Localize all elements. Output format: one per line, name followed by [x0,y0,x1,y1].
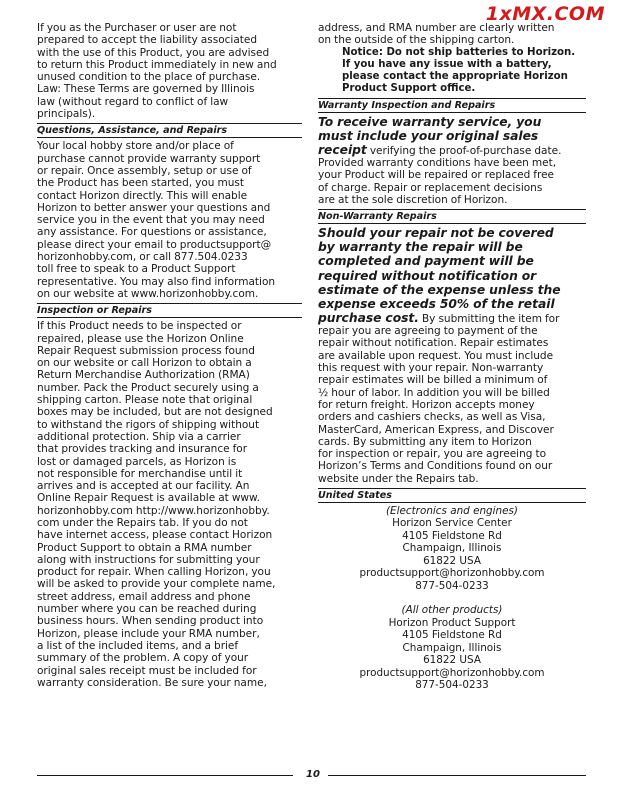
text-line: website under the Repairs tab. [318,472,479,485]
text-line: representative. You may also find information [37,275,276,288]
text-line: Online Repair Request is available at www. [37,492,260,505]
nonwarranty-paragraph [318,226,586,485]
text-line: on the outside of the shipping carton. [318,34,515,47]
text-line: original sales receipt must be included for [37,664,257,677]
text-line: horizonhobby.com http://www.horizonhobby. [37,504,270,517]
text-line: are available upon request. You must include [318,349,554,362]
text-line: Repair Request submission process found [37,344,255,357]
notice-line: please contact the appropriate Horizon [342,70,568,82]
text-line: horizonhobby.com, or call 877.504.0233 [37,251,248,264]
section-heading-united-states: United States [318,488,586,503]
address-phone: 877-504-0233 [415,579,489,592]
text-line: summary of the problem. A copy of your [37,652,249,665]
intro-paragraph [37,22,302,120]
notice-line: Notice: Do not ship batteries to Horizon. [342,46,576,58]
section-heading-questions: Questions, Assistance, and Repairs [37,123,302,138]
text-line [318,311,586,325]
address-line: 4105 Fieldstone Rd [402,529,502,542]
text-line: contact Horizon directly. This will enable [37,189,248,202]
address-line: Champaign, Illinois [402,542,502,555]
text-line: ½ hour of labor. In addition you will be billed [318,386,550,399]
text-line: please direct your email to productsupport@ [37,238,272,251]
section-heading-warranty: Warranty Inspection and Repairs [318,98,586,113]
emphasis-line: completed and payment will be [318,254,534,269]
text-line: repair without notification. Repair estimates [318,337,549,350]
text-line: number where you can be reached during [37,603,257,616]
text-line: street address, email address and phone [37,590,251,603]
text-line: unused condition to the place of purchase. [37,71,261,84]
address-line: 61822 USA [423,554,481,567]
questions-paragraph [37,140,302,300]
text-line: purchase cannot provide warranty support [37,152,261,165]
emphasis-line: To receive warranty service, you [318,114,542,129]
emphasis-line: required without notification or [318,268,537,283]
text-line: that provides tracking and insurance for [37,443,248,456]
text-line: for return freight. Horizon accepts money [318,398,535,411]
text-line: Product Support to obtain a RMA number [37,541,252,554]
text-line: any assistance. For questions or assistance, [37,226,267,239]
text-line: If you as the Purchaser or user are not [37,22,237,34]
text-line: of charge. Repair or replacement decisions [318,181,543,194]
text-line: toll free to speak to a Product Support [37,263,236,276]
text-line: along with instructions for submitting your [37,553,260,566]
text-line: arrives and is accepted at our facility. An [37,480,250,493]
address-label: (Electronics and engines) [386,504,518,517]
text-line: your Product will be repaired or replaced free [318,169,555,182]
text-line: Your local hobby store and/or place of [37,140,234,153]
text-line: Return Merchandise Authorization (RMA) [37,369,250,382]
emphasis-line: by warranty the repair will be [318,240,523,255]
text-line: on our website or call Horizon to obtain a [37,357,252,370]
address-line: Horizon Service Center [392,517,512,530]
address-block-other [318,604,586,692]
text-line: principals). [37,108,96,121]
right-column [318,22,586,692]
text-line [318,143,586,157]
text-line: MasterCard, American Express, and Discover [318,423,554,436]
address-email: productsupport@horizonhobby.com [359,666,545,679]
address-label: (All other products) [401,604,503,617]
text-line: cards. By submitting any item to Horizon [318,435,532,448]
address-block-electronics [318,505,586,593]
emphasis-line: Should your repair not be covered [318,226,554,241]
footer-rule-left [37,775,293,776]
continuation-paragraph [318,22,586,47]
text-line: or repair. Once assembly, setup or use of [37,164,252,177]
text-line: Horizon, please include your RMA number, [37,627,260,640]
page-number: 10 [306,769,320,780]
section-heading-nonwarranty: Non-Warranty Repairs [318,209,586,224]
address-phone: 877-504-0233 [415,679,489,692]
text-run: verifying the proof-of-purchase date. [366,144,562,157]
battery-notice [318,47,586,95]
text-line: lost or damaged parcels, as Horizon is [37,455,237,468]
text-line: to withstand the rigors of shipping without [37,418,260,431]
section-heading-inspection: Inspection or Repairs [37,303,302,318]
text-line: boxes may be included, but are not designed [37,406,273,419]
text-line: number. Pack the Product securely using a [37,381,259,394]
emphasis-line: estimate of the expense unless the [318,282,561,297]
text-line: com under the Repairs tab. If you do not [37,516,248,529]
text-line: orders and cashiers checks, as well as Visa, [318,411,546,424]
text-line: business hours. When sending product into [37,615,264,628]
emphasis-word: receipt [318,142,367,157]
page-footer [37,769,586,781]
text-line: have internet access, please contact Horizon [37,529,273,542]
emphasis-word: purchase cost. [318,310,419,325]
emphasis-line: must include your original sales [318,128,539,143]
text-line: will be asked to provide your complete name, [37,578,276,591]
text-line: repaired, please use the Horizon Online [37,332,244,345]
text-run: By submitting the item for [418,312,560,325]
text-line: Law: These Terms are governed by Illinois [37,83,255,96]
text-line: product for repair. When calling Horizon, you [37,566,271,579]
address-line: 61822 USA [423,654,481,667]
text-line: for inspection or repair, you are agreeing to [318,448,546,461]
text-line: the Product has been started, you must [37,177,244,190]
text-line: repair you are agreeing to payment of the [318,325,538,338]
inspection-paragraph [37,320,302,689]
text-line: a list of the included items, and a brief [37,639,239,652]
text-line: with the use of this Product, you are advised [37,46,270,59]
address-line: Horizon Product Support [388,616,516,629]
text-line: warranty consideration. Be sure your name, [37,676,267,689]
text-line: additional protection. Ship via a carrier [37,430,241,443]
address-line: Champaign, Illinois [402,641,502,654]
text-line: service you in the event that you may need [37,214,265,227]
text-line: this request with your repair. Non-warranty [318,362,544,375]
address-email: productsupport@horizonhobby.com [359,567,545,580]
text-line: not responsible for merchandise until it [37,467,243,480]
text-line: Horizon’s Terms and Conditions found on our [318,460,553,473]
text-line: are at the sole discretion of Horizon. [318,193,508,206]
text-line: address, and RMA number are clearly written [318,22,555,34]
text-line: prepared to accept the liability associated [37,34,258,47]
footer-rule-right [328,775,586,776]
notice-line: Product Support office. [342,82,476,94]
warranty-paragraph [318,115,586,207]
text-line: Provided warranty conditions have been met, [318,157,557,170]
emphasis-line: expense exceeds 50% of the retail [318,296,555,311]
address-line: 4105 Fieldstone Rd [402,629,502,642]
spacer [318,592,586,604]
text-line: on our website at www.horizonhobby.com. [37,287,259,300]
text-line: If this Product needs to be inspected or [37,320,242,333]
site-logo: 1xMX.COM [485,3,605,25]
notice-line: If you have any issue with a battery, [342,58,552,70]
text-line: shipping carton. Please note that original [37,394,253,407]
text-line: law (without regard to conflict of law [37,95,229,108]
text-line: Horizon to better answer your questions and [37,201,271,214]
text-line: to return this Product immediately in new and [37,58,277,71]
left-column [37,22,302,689]
text-line: repair estimates will be billed a minimum of [318,374,548,387]
